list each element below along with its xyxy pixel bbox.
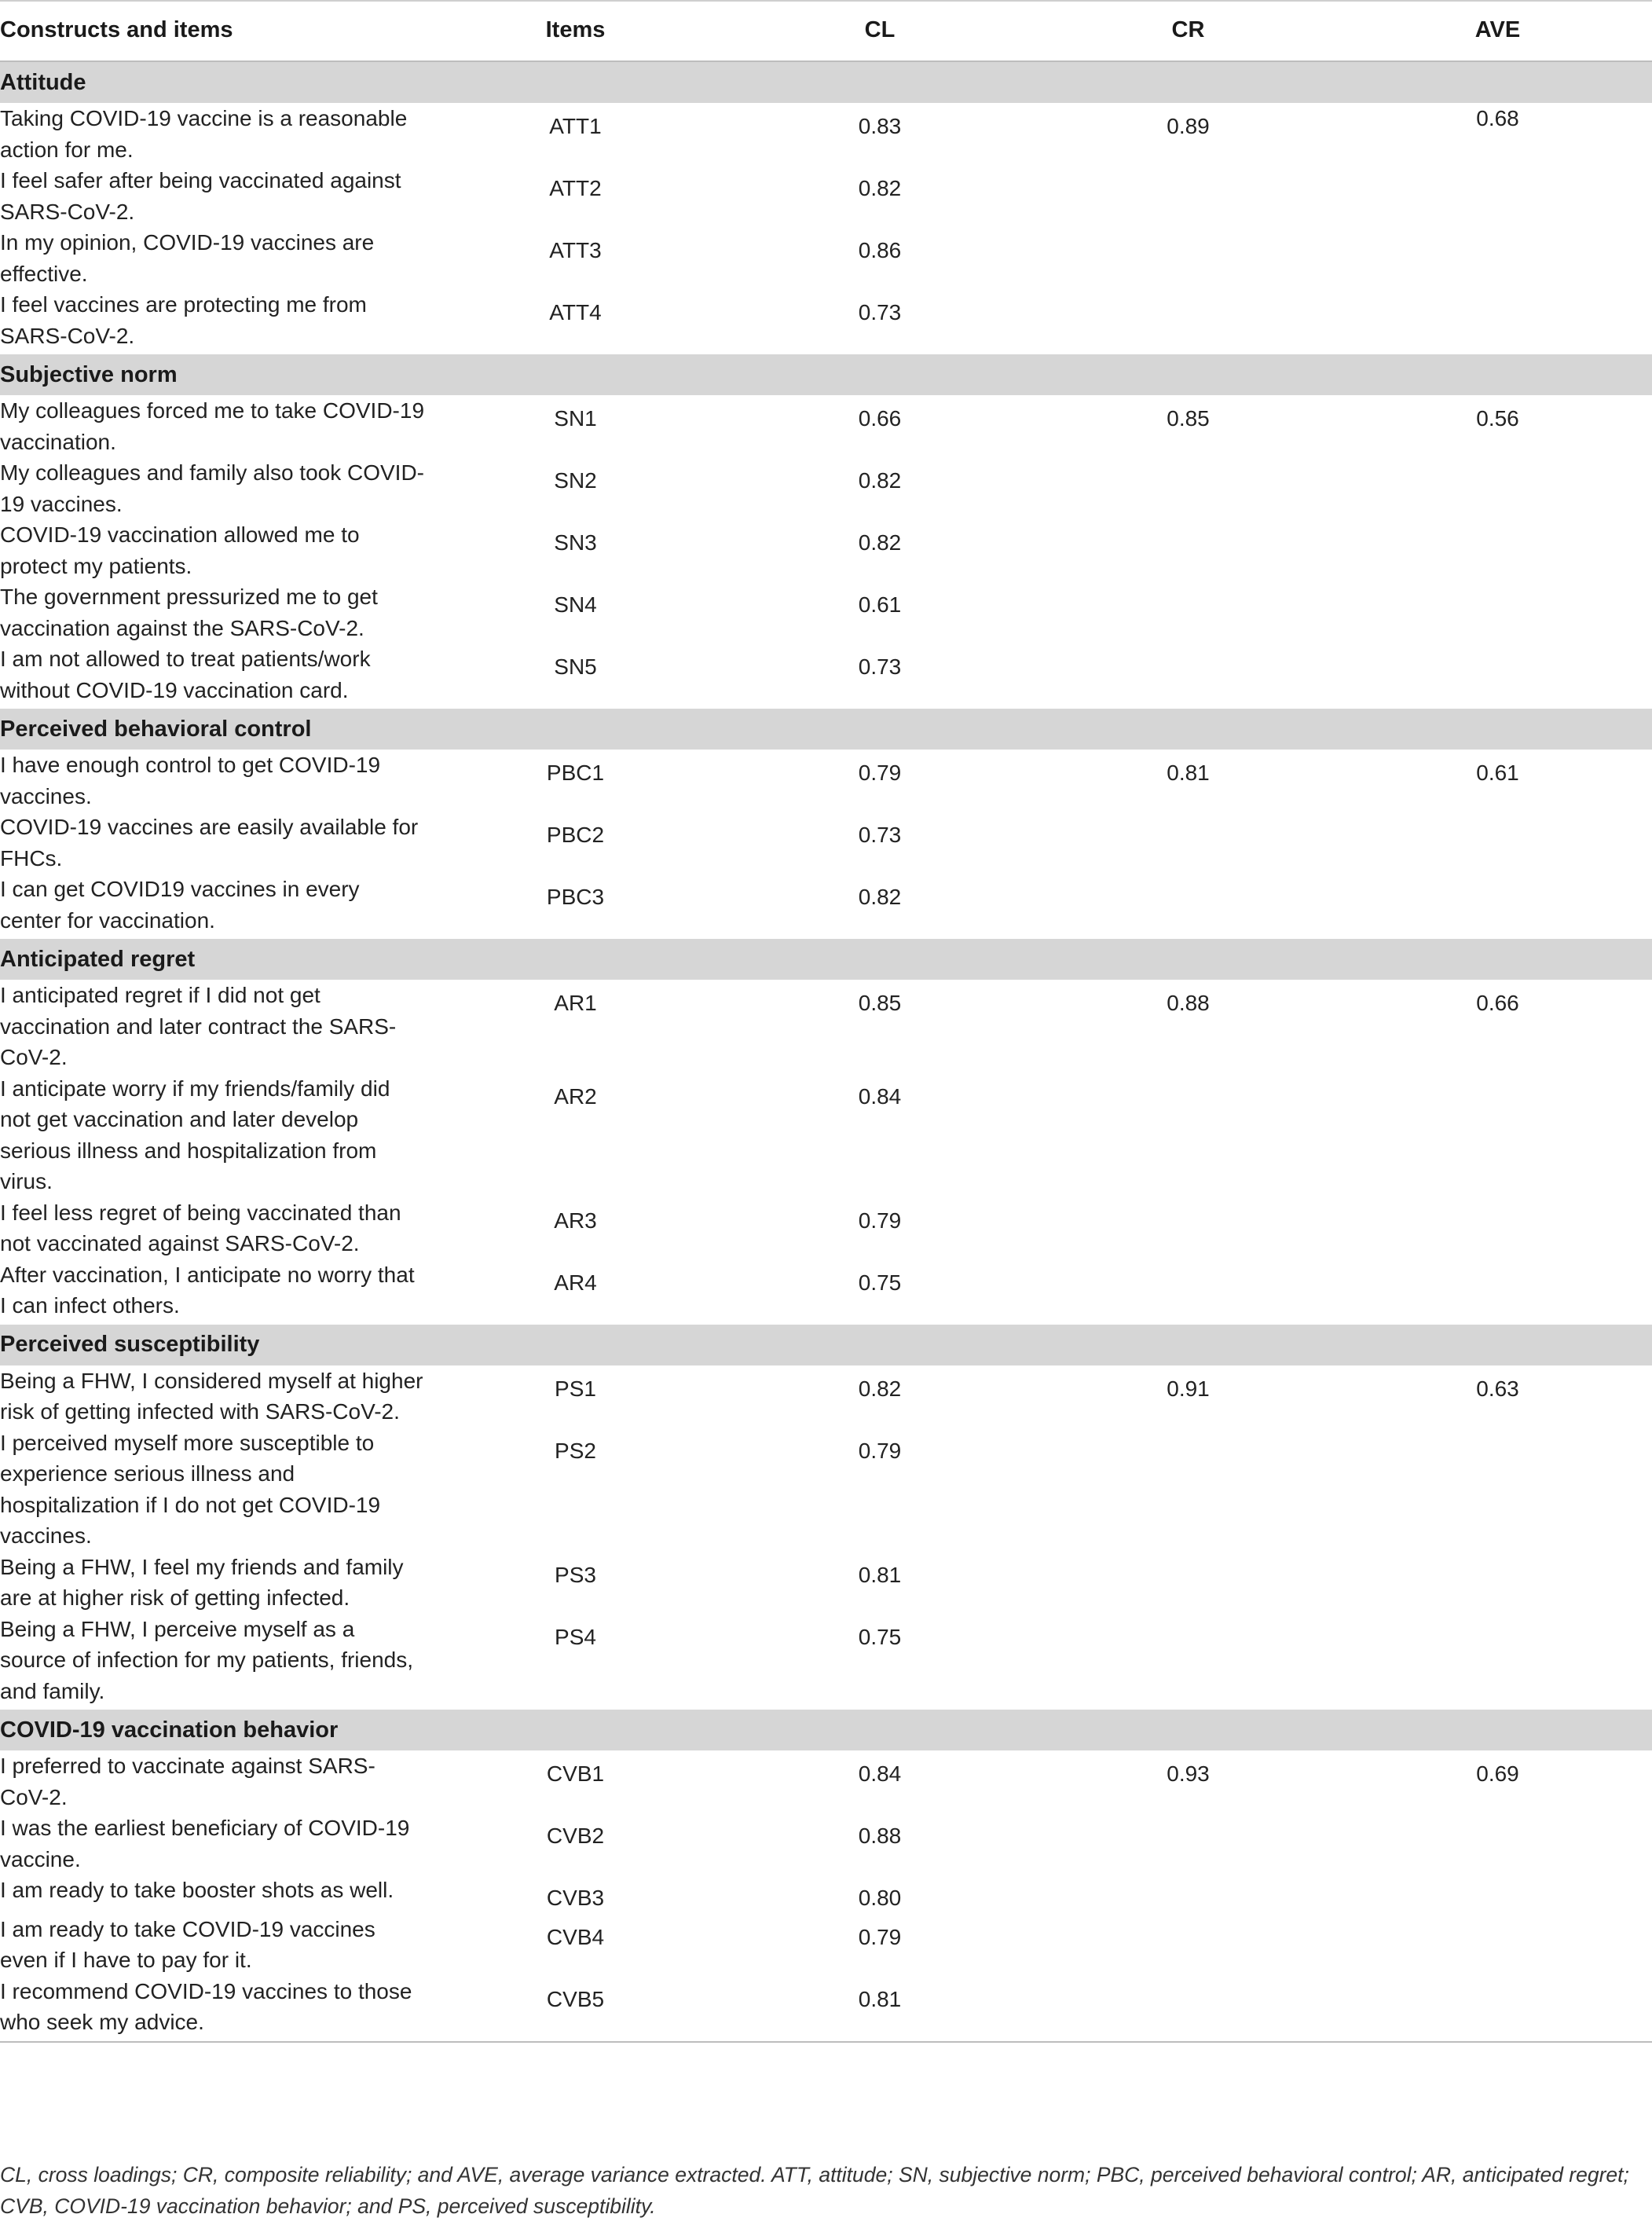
- section-title: Perceived behavioral control: [0, 709, 1652, 750]
- item-statement: Taking COVID-19 vaccine is a reasonable action for me.: [0, 106, 408, 162]
- section-title: Perceived susceptibility: [0, 1325, 1652, 1365]
- section-row: [0, 709, 1652, 750]
- item-statement: COVID-19 vaccination allowed me to protect my patients.: [0, 522, 360, 578]
- section-title: COVID-19 vaccination behavior: [0, 1710, 1652, 1750]
- item-cl: 0.79: [858, 1438, 902, 1463]
- section-cr: 0.89: [1167, 114, 1210, 138]
- table-row: [0, 1614, 1652, 1710]
- item-cl: 0.83: [858, 114, 902, 138]
- item-code: PS3: [555, 1562, 596, 1587]
- section-cr: [1033, 1552, 1343, 1614]
- item-statement: I have enough control to get COVID-19 vaccines.: [0, 753, 381, 808]
- item-code: PBC3: [546, 885, 605, 909]
- section-cr: [1033, 457, 1343, 519]
- item-cl: 0.75: [858, 1624, 902, 1649]
- section-ave: [1343, 1073, 1652, 1197]
- item-statement: The government pressurized me to get vaccination against the SARS-CoV-2.: [0, 585, 378, 640]
- section-cr: [1033, 1197, 1343, 1259]
- item-cl: 0.79: [858, 1924, 902, 1949]
- item-cl: 0.86: [858, 238, 902, 262]
- item-cl: 0.61: [858, 592, 902, 617]
- section-title: Anticipated regret: [0, 939, 1652, 980]
- section-ave: [1343, 1428, 1652, 1552]
- table-row: [0, 1813, 1652, 1875]
- table-row: [0, 165, 1652, 227]
- section-cr: 0.85: [1167, 406, 1210, 431]
- item-code: ATT3: [549, 238, 602, 262]
- item-code: AR3: [554, 1208, 597, 1233]
- item-statement: I can get COVID19 vaccines in every center for vaccination.: [0, 877, 360, 933]
- section-title: Subjective norm: [0, 354, 1652, 395]
- item-statement: After vaccination, I anticipate no worry that I can infect others.: [0, 1262, 415, 1318]
- table-row: [0, 1428, 1652, 1552]
- section-ave: 0.69: [1476, 1761, 1519, 1786]
- item-statement: I was the earliest beneficiary of COVID-19 vaccine.: [0, 1816, 410, 1871]
- table-body: [0, 61, 1652, 2042]
- item-statement: I anticipated regret if I did not get vaccination and later contract the SARS-CoV-2.: [0, 983, 397, 1069]
- header-ave: AVE: [1474, 17, 1521, 42]
- item-code: CVB4: [546, 1924, 605, 1949]
- section-cr: [1033, 1259, 1343, 1325]
- section-ave: [1343, 1259, 1652, 1325]
- item-statement: I anticipate worry if my friends/family did not get vaccination and later develop serious illness and hospitalization from virus.: [0, 1076, 390, 1193]
- section-cr: [1033, 581, 1343, 643]
- item-statement: I preferred to vaccinate against SARS-CoV-2.: [0, 1754, 375, 1809]
- section-ave: [1343, 812, 1652, 874]
- item-cl: 0.81: [858, 1562, 902, 1587]
- table-footnote: CL, cross loadings; CR, composite reliability; and AVE, average variance extracted. ATT, attitude; SN, subjective norm; PBC, perceived behavioral control; AR, anticipated regret; CVB, COVID-19 vaccination behavior; and PS, perceived susceptibility.: [0, 2163, 1629, 2218]
- item-cl: 0.88: [858, 1824, 902, 1848]
- item-code: CVB1: [546, 1761, 605, 1786]
- item-statement: Being a FHW, I perceive myself as a source of infection for my patients, friends, and family.: [0, 1616, 414, 1703]
- table-row: [0, 457, 1652, 519]
- item-statement: I feel vaccines are protecting me from SARS-CoV-2.: [0, 292, 367, 348]
- section-cr: [1033, 643, 1343, 709]
- section-row: [0, 354, 1652, 395]
- section-cr: [1033, 289, 1343, 354]
- item-code: ATT2: [549, 176, 602, 200]
- item-cl: 0.66: [858, 406, 902, 431]
- table-row: [0, 1750, 1652, 1813]
- item-code: ATT1: [549, 114, 602, 138]
- section-row: [0, 1710, 1652, 1750]
- item-cl: 0.79: [858, 761, 902, 785]
- item-code: SN4: [554, 592, 597, 617]
- table-row: [0, 643, 1652, 709]
- table-row: [0, 1552, 1652, 1614]
- section-cr: [1033, 1875, 1343, 1914]
- item-cl: 0.85: [858, 991, 902, 1015]
- item-statement: I perceived myself more susceptible to experience serious illness and hospitalization if I do not get COVID-19 vaccines.: [0, 1430, 381, 1548]
- item-cl: 0.73: [858, 300, 902, 324]
- table-row: [0, 1197, 1652, 1259]
- section-cr: 0.81: [1167, 761, 1210, 785]
- section-cr: 0.88: [1167, 991, 1210, 1015]
- item-code: PBC1: [546, 761, 605, 785]
- item-statement: I feel less regret of being vaccinated than not vaccinated against SARS-CoV-2.: [0, 1200, 401, 1255]
- item-cl: 0.79: [858, 1208, 902, 1233]
- section-ave: [1343, 1552, 1652, 1614]
- table-row: [0, 227, 1652, 289]
- table-row: [0, 519, 1652, 581]
- section-title: Attitude: [0, 61, 1652, 103]
- item-statement: I recommend COVID-19 vaccines to those who seek my advice.: [0, 1976, 424, 2042]
- item-code: AR4: [554, 1270, 597, 1295]
- item-code: SN2: [554, 468, 597, 493]
- section-ave: [1343, 581, 1652, 643]
- section-cr: [1033, 1614, 1343, 1710]
- section-ave: [1343, 1813, 1652, 1875]
- section-ave: [1343, 1976, 1652, 2042]
- section-cr: 0.93: [1167, 1761, 1210, 1786]
- section-ave: [1343, 457, 1652, 519]
- item-cl: 0.84: [858, 1083, 902, 1109]
- item-code: SN3: [554, 530, 597, 555]
- section-cr: [1033, 519, 1343, 581]
- item-cl: 0.80: [858, 1886, 902, 1910]
- item-code: AR2: [554, 1083, 597, 1109]
- item-code: ATT4: [549, 300, 602, 324]
- section-ave: [1343, 1914, 1652, 1976]
- item-cl: 0.84: [858, 1761, 902, 1786]
- section-ave: [1343, 165, 1652, 227]
- item-code: PS4: [555, 1624, 596, 1649]
- item-cl: 0.82: [858, 1376, 902, 1401]
- item-statement: I am ready to take booster shots as well.: [0, 1878, 394, 1902]
- table-row: [0, 1914, 1652, 1976]
- table-row: [0, 581, 1652, 643]
- section-cr: [1033, 1073, 1343, 1197]
- item-code: PS1: [555, 1376, 596, 1401]
- item-statement: COVID-19 vaccines are easily available for FHCs.: [0, 815, 419, 871]
- table-row: [0, 980, 1652, 1073]
- section-row: [0, 1325, 1652, 1365]
- header-row: [0, 1, 1652, 61]
- section-ave: [1343, 1875, 1652, 1914]
- item-cl: 0.81: [727, 1976, 1033, 2042]
- item-cl: 0.82: [858, 885, 902, 909]
- item-code: PBC2: [546, 823, 605, 847]
- item-code: AR1: [554, 991, 597, 1015]
- section-ave: [1343, 519, 1652, 581]
- item-statement: I feel safer after being vaccinated against SARS-CoV-2.: [0, 168, 401, 224]
- section-cr: 0.91: [1167, 1376, 1210, 1401]
- table-row: [0, 812, 1652, 874]
- section-ave: 0.61: [1476, 761, 1519, 785]
- section-row: [0, 61, 1652, 103]
- section-cr: [1033, 1914, 1343, 1976]
- item-cl: 0.73: [858, 823, 902, 847]
- section-cr: [1033, 1428, 1343, 1552]
- item-cl: 0.73: [858, 654, 902, 679]
- section-ave: [1343, 874, 1652, 939]
- item-statement: My colleagues and family also took COVID-19 vaccines.: [0, 460, 424, 516]
- section-ave: 0.56: [1476, 406, 1519, 431]
- section-cr: [1033, 165, 1343, 227]
- section-ave: [1343, 289, 1652, 354]
- section-ave: [1343, 1614, 1652, 1710]
- header-cr: CR: [1171, 17, 1205, 42]
- item-statement: I am ready to take COVID-19 vaccines even if I have to pay for it.: [0, 1916, 375, 1972]
- item-statement: Being a FHW, I considered myself at higher risk of getting infected with SARS-CoV-2.: [0, 1368, 423, 1424]
- table-row: [0, 289, 1652, 354]
- header-items: Items: [545, 17, 606, 42]
- table-row: [0, 103, 1652, 165]
- header-constructs: Constructs and items: [0, 17, 233, 42]
- header-cl: CL: [864, 17, 896, 42]
- section-ave: 0.63: [1476, 1376, 1519, 1401]
- section-cr: [1033, 1976, 1343, 2042]
- section-cr: [1033, 812, 1343, 874]
- section-cr: [1033, 874, 1343, 939]
- item-statement: I am not allowed to treat patients/work without COVID-19 vaccination card.: [0, 647, 371, 702]
- item-cl: 0.82: [858, 176, 902, 200]
- section-ave: [1343, 1197, 1652, 1259]
- item-statement: In my opinion, COVID-19 vaccines are effective.: [0, 230, 375, 286]
- table-row: [0, 1976, 1652, 2042]
- item-code: SN5: [554, 654, 597, 679]
- item-code: CVB2: [546, 1824, 605, 1848]
- item-code: SN1: [554, 406, 597, 431]
- section-ave: 0.68: [1476, 106, 1519, 130]
- item-code: CVB5: [424, 1976, 727, 2042]
- item-code: PS2: [555, 1438, 596, 1463]
- section-ave: [1343, 643, 1652, 709]
- section-ave: 0.66: [1476, 991, 1519, 1015]
- table-row: [0, 1259, 1652, 1325]
- table-row: [0, 750, 1652, 812]
- section-ave: [1343, 227, 1652, 289]
- table-row: [0, 1073, 1652, 1197]
- item-cl: 0.75: [858, 1270, 902, 1295]
- section-row: [0, 939, 1652, 980]
- section-cr: [1033, 1813, 1343, 1875]
- table-row: [0, 1875, 1652, 1914]
- item-cl: 0.82: [858, 468, 902, 493]
- item-cl: 0.82: [858, 530, 902, 555]
- table-row: [0, 395, 1652, 457]
- item-statement: My colleagues forced me to take COVID-19 vaccination.: [0, 398, 425, 454]
- table-row: [0, 1365, 1652, 1428]
- section-cr: [1033, 227, 1343, 289]
- item-statement: Being a FHW, I feel my friends and family are at higher risk of getting infected.: [0, 1554, 404, 1610]
- item-code: CVB3: [546, 1886, 605, 1910]
- table-row: [0, 874, 1652, 939]
